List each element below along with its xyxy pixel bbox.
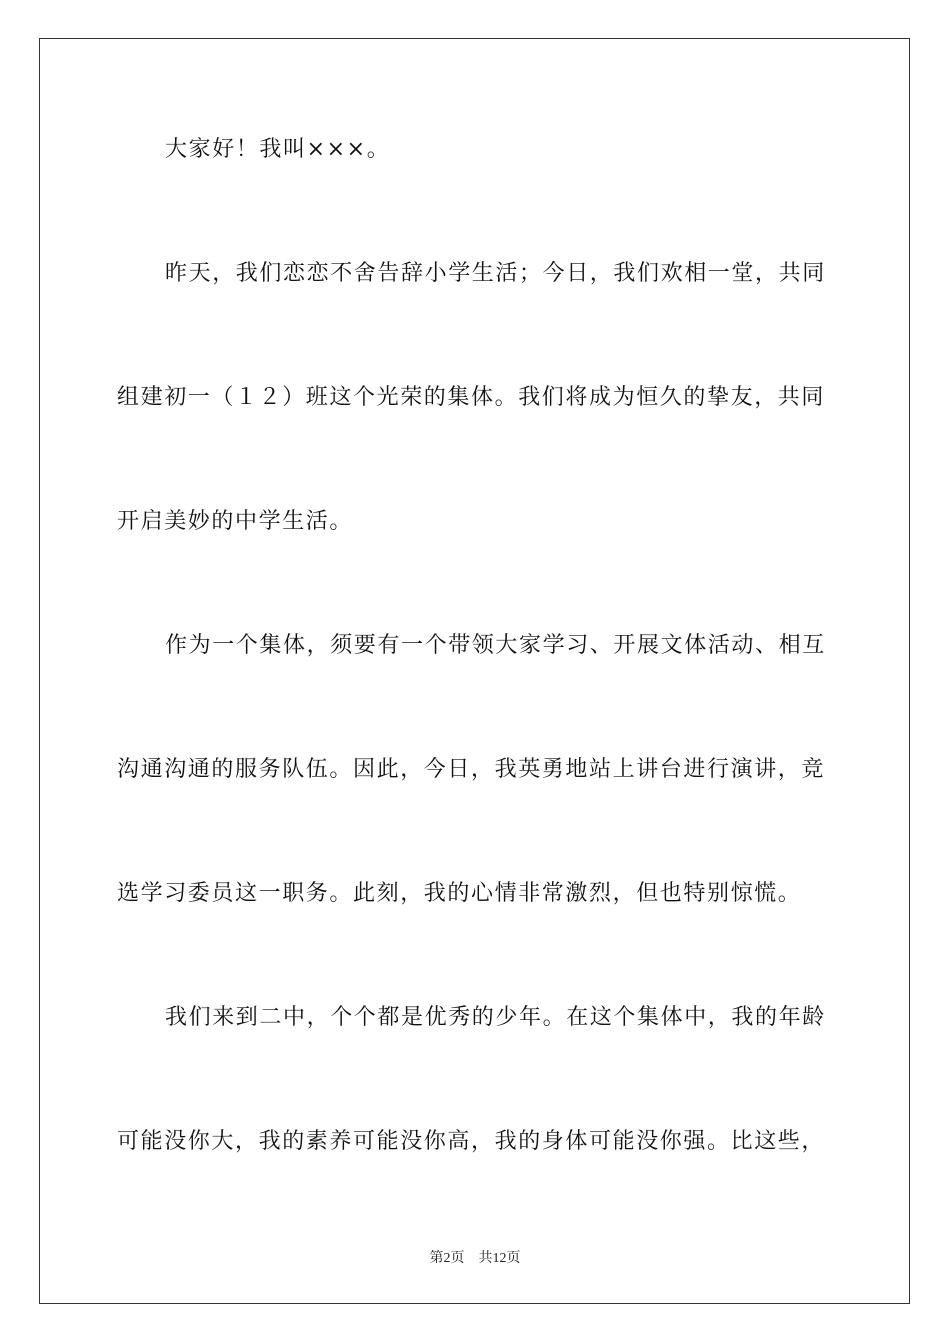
page-number: 第2页 <box>429 1251 465 1266</box>
paragraph-line: 大家好！我叫×××。 <box>165 137 391 162</box>
paragraph-line: 组建初一（１２）班这个光荣的集体。我们将成为恒久的挚友，共同 <box>117 385 826 410</box>
paragraph-line: 选学习委员这一职务。此刻，我的心情非常激烈，但也特别惊慌。 <box>117 881 802 906</box>
paragraph-line: 作为一个集体，须要有一个带领大家学习、开展文体活动、相互 <box>165 633 826 658</box>
paragraph-line: 我们来到二中，个个都是优秀的少年。在这个集体中，我的年龄 <box>165 1005 826 1030</box>
page-footer <box>0 1247 950 1267</box>
paragraph-line: 沟通沟通的服务队伍。因此，今日，我英勇地站上讲台进行演讲，竞 <box>117 757 826 782</box>
paragraph-line: 可能没你大，我的素养可能没你高，我的身体可能没你强。比这些， <box>117 1129 826 1154</box>
total-pages: 共12页 <box>478 1251 521 1266</box>
page-border <box>39 38 910 1304</box>
paragraph-line: 昨天，我们恋恋不舍告辞小学生活；今日，我们欢相一堂，共同 <box>165 261 826 286</box>
paragraph-line: 开启美妙的中学生活。 <box>117 509 354 534</box>
